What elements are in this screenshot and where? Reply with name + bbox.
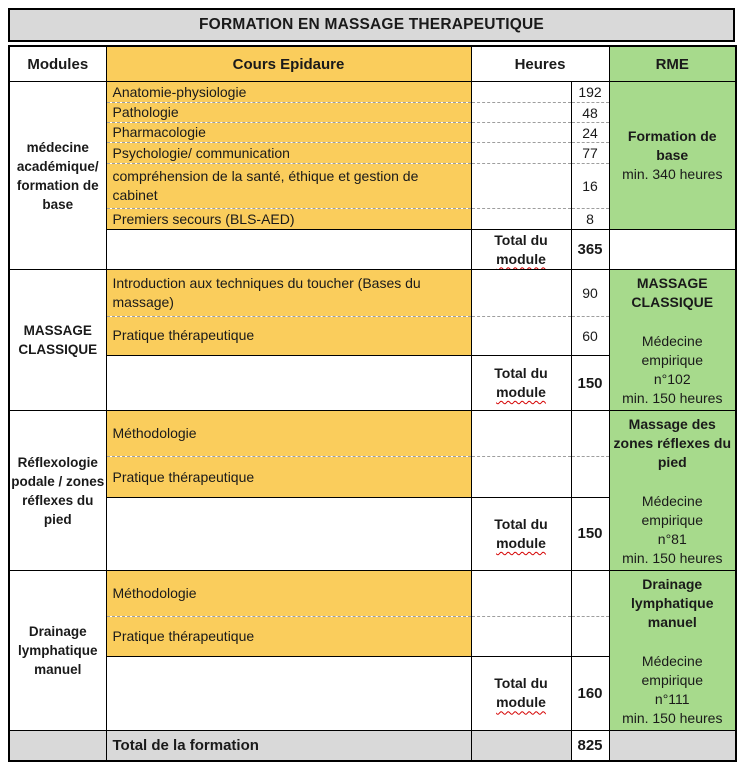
hours-label-cell [471, 123, 571, 143]
hours-label-cell [471, 164, 571, 209]
module-total-label [471, 656, 571, 730]
rme-cell [609, 82, 736, 230]
grand-total-hours: 825 [571, 731, 609, 762]
course-hours-cell: 24 [571, 123, 609, 143]
grand-total-label: Total de la formation [106, 731, 471, 762]
module-total-label [471, 497, 571, 570]
hours-label-cell [471, 103, 571, 123]
empty-cell [106, 230, 471, 270]
total-label-line1: Total du [494, 231, 548, 248]
course-hours-cell [571, 571, 609, 617]
rme-min-hours: min. 150 heures [622, 710, 723, 726]
course-hours-cell: 192 [571, 82, 609, 103]
hours-label-cell [471, 209, 571, 230]
empty-cell [9, 731, 106, 762]
rme-title: Formation de base [627, 128, 717, 163]
course-hours-cell [571, 457, 609, 497]
course-name-cell: Méthodologie [106, 411, 471, 457]
empty-cell [471, 731, 571, 762]
total-label-line1: Total du [494, 675, 548, 692]
col-header-rme: RME [609, 46, 736, 82]
course-hours-cell [571, 616, 609, 656]
col-header-modules: Modules [9, 46, 106, 82]
course-row [9, 82, 736, 103]
course-hours-cell: 60 [571, 316, 609, 355]
hours-label-cell [471, 571, 571, 617]
course-name-cell: Pratique thérapeutique [106, 616, 471, 656]
total-label-line1: Total du [494, 365, 548, 382]
rme-detail [611, 492, 735, 568]
course-name-cell: Anatomie-physiologie [106, 82, 471, 103]
misspelling-squiggle: module [496, 534, 546, 551]
rme-min-hours: min. 150 heures [622, 390, 723, 406]
course-hours-cell: 48 [571, 103, 609, 123]
course-name-cell: Premiers secours (BLS-AED) [106, 209, 471, 230]
rme-detail [611, 332, 735, 408]
module-name-cell: Drainage lymphatique manuel [9, 571, 106, 731]
course-row [9, 270, 736, 317]
module-name-cell: Réflexologie podale / zones réflexes du pied [9, 411, 106, 571]
rme-title: Drainage lymphatique manuel [631, 576, 714, 630]
course-name-cell: Pharmacologie [106, 123, 471, 143]
table-title: FORMATION EN MASSAGE THERAPEUTIQUE [8, 8, 735, 42]
rme-registry: Médecine empirique n°102 [641, 333, 703, 387]
misspelling-squiggle: module [496, 384, 546, 401]
course-hours-cell: 8 [571, 209, 609, 230]
grand-total-row [9, 731, 736, 762]
rme-cell [609, 411, 736, 571]
course-row [9, 571, 736, 617]
course-hours-cell: 16 [571, 164, 609, 209]
module-name-cell: MASSAGE CLASSIQUE [9, 270, 106, 411]
rme-title: Massage des zones réflexes du pied [613, 416, 732, 470]
hours-label-cell [471, 316, 571, 355]
header-row [9, 46, 736, 82]
module-total-hours: 150 [571, 497, 609, 570]
module-total-label [471, 230, 571, 270]
course-name-cell: Introduction aux techniques du toucher (Bases du massage) [106, 270, 471, 317]
misspelling-squiggle: module [496, 694, 546, 711]
module-total-label [471, 356, 571, 411]
course-name-cell: Pratique thérapeutique [106, 316, 471, 355]
hours-label-cell [471, 411, 571, 457]
col-header-heures: Heures [471, 46, 609, 82]
empty-cell [106, 356, 471, 411]
rme-min-hours: min. 340 heures [622, 166, 723, 182]
empty-cell [106, 497, 471, 570]
course-name-cell: Pratique thérapeutique [106, 457, 471, 497]
module-total-hours: 150 [571, 356, 609, 411]
module-name-cell: médecine académique/ formation de base [9, 82, 106, 270]
rme-cell [609, 270, 736, 411]
module-total-hours: 160 [571, 656, 609, 730]
col-header-cours: Cours Epidaure [106, 46, 471, 82]
hours-label-cell [471, 270, 571, 317]
course-name-cell: Psychologie/ communication [106, 143, 471, 164]
hours-label-cell [471, 457, 571, 497]
rme-detail [611, 652, 735, 728]
rme-empty-cell [609, 230, 736, 270]
empty-cell [106, 656, 471, 730]
hours-label-cell [471, 616, 571, 656]
rme-registry: Médecine empirique n°81 [641, 493, 703, 547]
course-name-cell: Pathologie [106, 103, 471, 123]
total-label-line1: Total du [494, 515, 548, 532]
course-hours-cell: 77 [571, 143, 609, 164]
course-hours-cell [571, 411, 609, 457]
course-row [9, 411, 736, 457]
hours-label-cell [471, 143, 571, 164]
rme-registry: Médecine empirique n°111 [641, 653, 703, 707]
formation-table [8, 45, 737, 762]
module-total-hours: 365 [571, 230, 609, 270]
empty-cell [609, 731, 736, 762]
hours-label-cell [471, 82, 571, 103]
module-total-row [9, 230, 736, 270]
course-hours-cell: 90 [571, 270, 609, 317]
course-name-cell: Méthodologie [106, 571, 471, 617]
rme-min-hours: min. 150 heures [622, 550, 723, 566]
course-name-cell: compréhension de la santé, éthique et gestion de cabinet [106, 164, 471, 209]
rme-cell [609, 571, 736, 731]
misspelling-squiggle: module [496, 250, 546, 267]
rme-title: MASSAGE CLASSIQUE [631, 275, 714, 310]
